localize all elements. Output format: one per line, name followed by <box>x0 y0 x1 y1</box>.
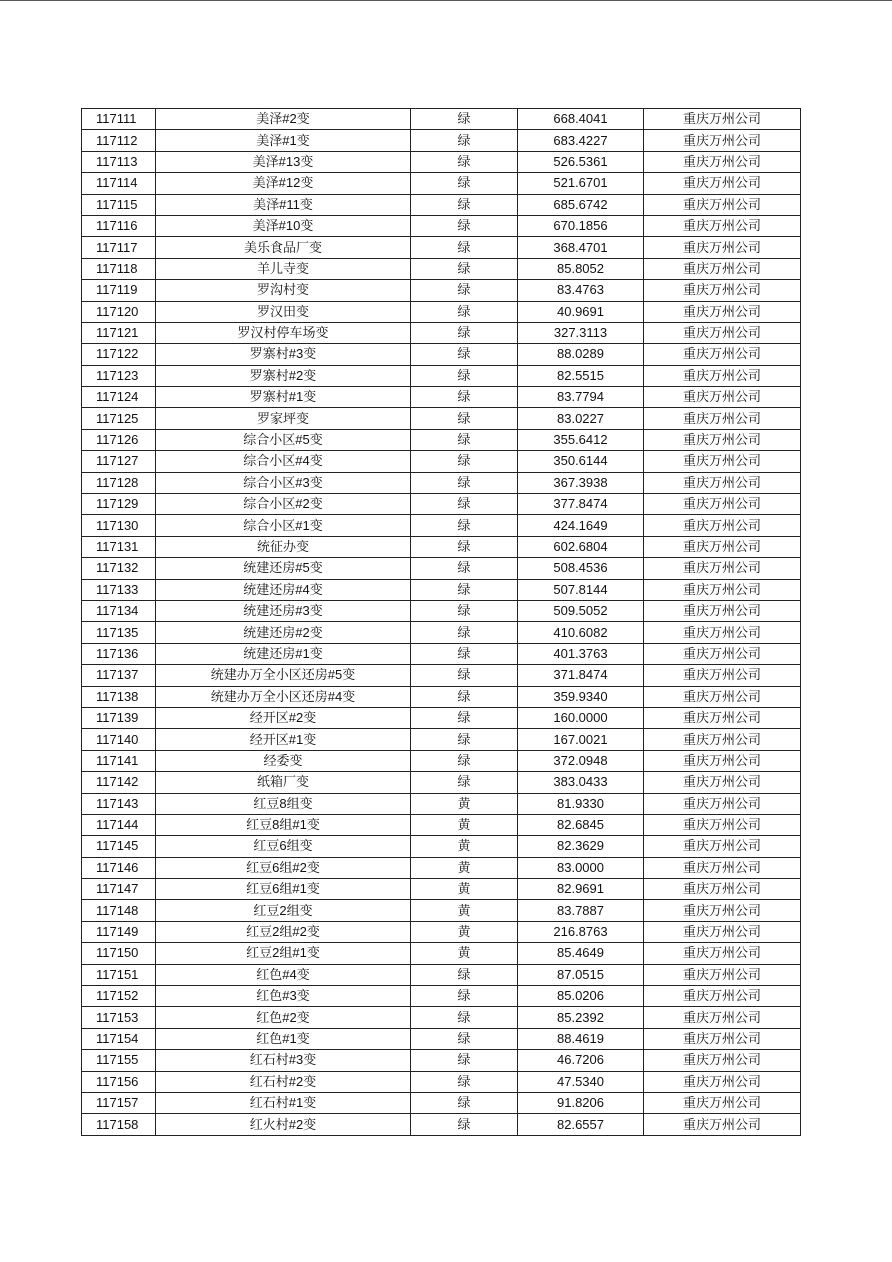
status-color-cell: 绿 <box>411 194 518 215</box>
company-cell: 重庆万州公司 <box>644 943 801 964</box>
company-cell: 重庆万州公司 <box>644 729 801 750</box>
row-id-cell: 117151 <box>82 964 156 985</box>
row-id-cell: 117134 <box>82 600 156 621</box>
value-cell: 383.0433 <box>518 772 644 793</box>
table-row <box>82 558 801 579</box>
table-row <box>82 1050 801 1071</box>
company-cell: 重庆万州公司 <box>644 686 801 707</box>
transformer-name-cell: 经委变 <box>156 750 411 771</box>
value-cell: 367.3938 <box>518 472 644 493</box>
status-color-cell: 绿 <box>411 536 518 557</box>
company-cell: 重庆万州公司 <box>644 857 801 878</box>
value-cell: 91.8206 <box>518 1092 644 1113</box>
transformer-name-cell: 红豆6组变 <box>156 836 411 857</box>
transformer-name-cell: 红色#4变 <box>156 964 411 985</box>
row-id-cell: 117125 <box>82 408 156 429</box>
status-color-cell: 黄 <box>411 793 518 814</box>
table-row <box>82 750 801 771</box>
row-id-cell: 117122 <box>82 344 156 365</box>
transformer-name-cell: 红豆2组变 <box>156 900 411 921</box>
value-cell: 83.7887 <box>518 900 644 921</box>
table-row <box>82 536 801 557</box>
company-cell: 重庆万州公司 <box>644 536 801 557</box>
status-color-cell: 绿 <box>411 130 518 151</box>
company-cell: 重庆万州公司 <box>644 1071 801 1092</box>
company-cell: 重庆万州公司 <box>644 836 801 857</box>
status-color-cell: 绿 <box>411 173 518 194</box>
company-cell: 重庆万州公司 <box>644 130 801 151</box>
table-row <box>82 1092 801 1113</box>
transformer-name-cell: 综合小区#3变 <box>156 472 411 493</box>
company-cell: 重庆万州公司 <box>644 301 801 322</box>
company-cell: 重庆万州公司 <box>644 900 801 921</box>
transformer-name-cell: 羊儿寺变 <box>156 258 411 279</box>
row-id-cell: 117116 <box>82 215 156 236</box>
company-cell: 重庆万州公司 <box>644 472 801 493</box>
row-id-cell: 117155 <box>82 1050 156 1071</box>
row-id-cell: 117154 <box>82 1028 156 1049</box>
row-id-cell: 117115 <box>82 194 156 215</box>
transformer-name-cell: 美泽#13变 <box>156 151 411 172</box>
transformer-name-cell: 美泽#2变 <box>156 109 411 130</box>
table-row <box>82 344 801 365</box>
row-id-cell: 117144 <box>82 814 156 835</box>
status-color-cell: 绿 <box>411 365 518 386</box>
status-color-cell: 绿 <box>411 665 518 686</box>
row-id-cell: 117156 <box>82 1071 156 1092</box>
table-row <box>82 793 801 814</box>
company-cell: 重庆万州公司 <box>644 429 801 450</box>
row-id-cell: 117139 <box>82 707 156 728</box>
status-color-cell: 黄 <box>411 814 518 835</box>
row-id-cell: 117136 <box>82 643 156 664</box>
table-row <box>82 194 801 215</box>
value-cell: 85.2392 <box>518 1007 644 1028</box>
row-id-cell: 117148 <box>82 900 156 921</box>
row-id-cell: 117130 <box>82 515 156 536</box>
table-row <box>82 879 801 900</box>
value-cell: 327.3113 <box>518 322 644 343</box>
transformer-name-cell: 红石村#1变 <box>156 1092 411 1113</box>
transformer-name-cell: 统征办变 <box>156 536 411 557</box>
company-cell: 重庆万州公司 <box>644 558 801 579</box>
row-id-cell: 117119 <box>82 280 156 301</box>
status-color-cell: 绿 <box>411 643 518 664</box>
row-id-cell: 117131 <box>82 536 156 557</box>
value-cell: 526.5361 <box>518 151 644 172</box>
company-cell: 重庆万州公司 <box>644 322 801 343</box>
status-color-cell: 绿 <box>411 622 518 643</box>
transformer-name-cell: 红豆2组#1变 <box>156 943 411 964</box>
transformer-name-cell: 罗汉田变 <box>156 301 411 322</box>
value-cell: 82.9691 <box>518 879 644 900</box>
value-cell: 359.9340 <box>518 686 644 707</box>
transformer-name-cell: 红豆6组#2变 <box>156 857 411 878</box>
table-row <box>82 836 801 857</box>
transformer-name-cell: 经开区#1变 <box>156 729 411 750</box>
table-row <box>82 772 801 793</box>
value-cell: 509.5052 <box>518 600 644 621</box>
value-cell: 668.4041 <box>518 109 644 130</box>
row-id-cell: 117133 <box>82 579 156 600</box>
status-color-cell: 绿 <box>411 964 518 985</box>
table-row <box>82 151 801 172</box>
transformer-name-cell: 红色#3变 <box>156 986 411 1007</box>
value-cell: 81.9330 <box>518 793 644 814</box>
status-color-cell: 绿 <box>411 1050 518 1071</box>
table-row <box>82 472 801 493</box>
table-row <box>82 173 801 194</box>
company-cell: 重庆万州公司 <box>644 579 801 600</box>
status-color-cell: 绿 <box>411 344 518 365</box>
value-cell: 88.4619 <box>518 1028 644 1049</box>
company-cell: 重庆万州公司 <box>644 1050 801 1071</box>
transformer-name-cell: 罗寨村#3变 <box>156 344 411 365</box>
transformer-name-cell: 罗家坪变 <box>156 408 411 429</box>
status-color-cell: 绿 <box>411 986 518 1007</box>
row-id-cell: 117152 <box>82 986 156 1007</box>
value-cell: 83.0000 <box>518 857 644 878</box>
company-cell: 重庆万州公司 <box>644 600 801 621</box>
value-cell: 350.6144 <box>518 451 644 472</box>
transformer-name-cell: 罗沟村变 <box>156 280 411 301</box>
table-row <box>82 280 801 301</box>
company-cell: 重庆万州公司 <box>644 1114 801 1135</box>
transformer-name-cell: 罗寨村#2变 <box>156 365 411 386</box>
transformer-name-cell: 综合小区#2变 <box>156 494 411 515</box>
status-color-cell: 绿 <box>411 429 518 450</box>
company-cell: 重庆万州公司 <box>644 494 801 515</box>
transformer-name-cell: 综合小区#5变 <box>156 429 411 450</box>
row-id-cell: 117138 <box>82 686 156 707</box>
row-id-cell: 117111 <box>82 109 156 130</box>
transformer-name-cell: 红色#1变 <box>156 1028 411 1049</box>
status-color-cell: 绿 <box>411 750 518 771</box>
status-color-cell: 绿 <box>411 472 518 493</box>
company-cell: 重庆万州公司 <box>644 879 801 900</box>
status-color-cell: 绿 <box>411 729 518 750</box>
transformer-name-cell: 红豆8组变 <box>156 793 411 814</box>
table-row <box>82 1028 801 1049</box>
company-cell: 重庆万州公司 <box>644 1007 801 1028</box>
company-cell: 重庆万州公司 <box>644 237 801 258</box>
table-row <box>82 622 801 643</box>
value-cell: 46.7206 <box>518 1050 644 1071</box>
row-id-cell: 117113 <box>82 151 156 172</box>
row-id-cell: 117147 <box>82 879 156 900</box>
transformer-name-cell: 统建办万全小区还房#4变 <box>156 686 411 707</box>
status-color-cell: 黄 <box>411 857 518 878</box>
status-color-cell: 黄 <box>411 879 518 900</box>
transformer-name-cell: 罗寨村#1变 <box>156 387 411 408</box>
value-cell: 40.9691 <box>518 301 644 322</box>
value-cell: 160.0000 <box>518 707 644 728</box>
row-id-cell: 117150 <box>82 943 156 964</box>
table-row <box>82 130 801 151</box>
transformer-name-cell: 统建还房#5变 <box>156 558 411 579</box>
table-row <box>82 857 801 878</box>
company-cell: 重庆万州公司 <box>644 451 801 472</box>
transformer-name-cell: 美泽#10变 <box>156 215 411 236</box>
company-cell: 重庆万州公司 <box>644 814 801 835</box>
status-color-cell: 绿 <box>411 387 518 408</box>
value-cell: 83.7794 <box>518 387 644 408</box>
value-cell: 372.0948 <box>518 750 644 771</box>
status-color-cell: 黄 <box>411 921 518 942</box>
transformer-name-cell: 红色#2变 <box>156 1007 411 1028</box>
transformer-name-cell: 统建还房#2变 <box>156 622 411 643</box>
value-cell: 507.8144 <box>518 579 644 600</box>
transformer-name-cell: 综合小区#4变 <box>156 451 411 472</box>
table-row <box>82 964 801 985</box>
row-id-cell: 117118 <box>82 258 156 279</box>
transformer-name-cell: 罗汉村停车场变 <box>156 322 411 343</box>
value-cell: 82.6845 <box>518 814 644 835</box>
table-row <box>82 943 801 964</box>
value-cell: 670.1856 <box>518 215 644 236</box>
company-cell: 重庆万州公司 <box>644 964 801 985</box>
row-id-cell: 117120 <box>82 301 156 322</box>
table-row <box>82 215 801 236</box>
transformer-name-cell: 统建还房#4变 <box>156 579 411 600</box>
company-cell: 重庆万州公司 <box>644 151 801 172</box>
value-cell: 216.8763 <box>518 921 644 942</box>
row-id-cell: 117128 <box>82 472 156 493</box>
table-row <box>82 1114 801 1135</box>
status-color-cell: 黄 <box>411 836 518 857</box>
company-cell: 重庆万州公司 <box>644 215 801 236</box>
table-row <box>82 643 801 664</box>
transformer-name-cell: 红石村#2变 <box>156 1071 411 1092</box>
transformer-name-cell: 红火村#2变 <box>156 1114 411 1135</box>
status-color-cell: 绿 <box>411 451 518 472</box>
row-id-cell: 117141 <box>82 750 156 771</box>
status-color-cell: 绿 <box>411 1092 518 1113</box>
table-row <box>82 322 801 343</box>
company-cell: 重庆万州公司 <box>644 793 801 814</box>
table-row <box>82 921 801 942</box>
company-cell: 重庆万州公司 <box>644 194 801 215</box>
row-id-cell: 117129 <box>82 494 156 515</box>
company-cell: 重庆万州公司 <box>644 707 801 728</box>
status-color-cell: 绿 <box>411 258 518 279</box>
row-id-cell: 117158 <box>82 1114 156 1135</box>
transformer-name-cell: 红豆2组#2变 <box>156 921 411 942</box>
status-color-cell: 绿 <box>411 280 518 301</box>
table-row <box>82 109 801 130</box>
row-id-cell: 117114 <box>82 173 156 194</box>
company-cell: 重庆万州公司 <box>644 1028 801 1049</box>
table-row <box>82 258 801 279</box>
row-id-cell: 117135 <box>82 622 156 643</box>
company-cell: 重庆万州公司 <box>644 1092 801 1113</box>
table-row <box>82 600 801 621</box>
value-cell: 401.3763 <box>518 643 644 664</box>
table-row <box>82 301 801 322</box>
table-row <box>82 1007 801 1028</box>
table-row <box>82 515 801 536</box>
company-cell: 重庆万州公司 <box>644 280 801 301</box>
table-row <box>82 365 801 386</box>
status-color-cell: 绿 <box>411 515 518 536</box>
value-cell: 167.0021 <box>518 729 644 750</box>
table-row <box>82 451 801 472</box>
value-cell: 355.6412 <box>518 429 644 450</box>
row-id-cell: 117132 <box>82 558 156 579</box>
transformer-name-cell: 美泽#12变 <box>156 173 411 194</box>
value-cell: 368.4701 <box>518 237 644 258</box>
row-id-cell: 117140 <box>82 729 156 750</box>
row-id-cell: 117137 <box>82 665 156 686</box>
status-color-cell: 绿 <box>411 686 518 707</box>
transformer-table <box>81 108 801 1136</box>
value-cell: 410.6082 <box>518 622 644 643</box>
value-cell: 85.0206 <box>518 986 644 1007</box>
table-row <box>82 1071 801 1092</box>
value-cell: 508.4536 <box>518 558 644 579</box>
company-cell: 重庆万州公司 <box>644 408 801 429</box>
row-id-cell: 117142 <box>82 772 156 793</box>
table-row <box>82 900 801 921</box>
value-cell: 685.6742 <box>518 194 644 215</box>
status-color-cell: 绿 <box>411 1007 518 1028</box>
company-cell: 重庆万州公司 <box>644 515 801 536</box>
company-cell: 重庆万州公司 <box>644 344 801 365</box>
value-cell: 82.3629 <box>518 836 644 857</box>
status-color-cell: 绿 <box>411 579 518 600</box>
value-cell: 83.4763 <box>518 280 644 301</box>
row-id-cell: 117146 <box>82 857 156 878</box>
value-cell: 85.8052 <box>518 258 644 279</box>
status-color-cell: 绿 <box>411 1114 518 1135</box>
table-body <box>82 109 801 1136</box>
row-id-cell: 117157 <box>82 1092 156 1113</box>
status-color-cell: 绿 <box>411 772 518 793</box>
transformer-name-cell: 红豆8组#1变 <box>156 814 411 835</box>
company-cell: 重庆万州公司 <box>644 109 801 130</box>
row-id-cell: 117123 <box>82 365 156 386</box>
value-cell: 521.6701 <box>518 173 644 194</box>
transformer-name-cell: 综合小区#1变 <box>156 515 411 536</box>
value-cell: 87.0515 <box>518 964 644 985</box>
row-id-cell: 117112 <box>82 130 156 151</box>
table-row <box>82 429 801 450</box>
company-cell: 重庆万州公司 <box>644 258 801 279</box>
status-color-cell: 黄 <box>411 900 518 921</box>
value-cell: 424.1649 <box>518 515 644 536</box>
company-cell: 重庆万州公司 <box>644 750 801 771</box>
status-color-cell: 绿 <box>411 600 518 621</box>
table-row <box>82 408 801 429</box>
transformer-name-cell: 红豆6组#1变 <box>156 879 411 900</box>
status-color-cell: 绿 <box>411 408 518 429</box>
row-id-cell: 117117 <box>82 237 156 258</box>
transformer-name-cell: 美泽#11变 <box>156 194 411 215</box>
company-cell: 重庆万州公司 <box>644 665 801 686</box>
status-color-cell: 绿 <box>411 494 518 515</box>
row-id-cell: 117153 <box>82 1007 156 1028</box>
transformer-name-cell: 红石村#3变 <box>156 1050 411 1071</box>
table-row <box>82 579 801 600</box>
value-cell: 683.4227 <box>518 130 644 151</box>
transformer-name-cell: 统建还房#3变 <box>156 600 411 621</box>
row-id-cell: 117149 <box>82 921 156 942</box>
company-cell: 重庆万州公司 <box>644 365 801 386</box>
value-cell: 85.4649 <box>518 943 644 964</box>
row-id-cell: 117143 <box>82 793 156 814</box>
company-cell: 重庆万州公司 <box>644 772 801 793</box>
status-color-cell: 绿 <box>411 558 518 579</box>
table-row <box>82 814 801 835</box>
status-color-cell: 绿 <box>411 301 518 322</box>
table-row <box>82 986 801 1007</box>
row-id-cell: 117124 <box>82 387 156 408</box>
value-cell: 83.0227 <box>518 408 644 429</box>
status-color-cell: 绿 <box>411 707 518 728</box>
company-cell: 重庆万州公司 <box>644 387 801 408</box>
company-cell: 重庆万州公司 <box>644 986 801 1007</box>
value-cell: 82.5515 <box>518 365 644 386</box>
status-color-cell: 黄 <box>411 943 518 964</box>
status-color-cell: 绿 <box>411 109 518 130</box>
company-cell: 重庆万州公司 <box>644 643 801 664</box>
status-color-cell: 绿 <box>411 322 518 343</box>
status-color-cell: 绿 <box>411 1028 518 1049</box>
value-cell: 47.5340 <box>518 1071 644 1092</box>
company-cell: 重庆万州公司 <box>644 921 801 942</box>
transformer-name-cell: 统建办万全小区还房#5变 <box>156 665 411 686</box>
transformer-name-cell: 纸箱厂变 <box>156 772 411 793</box>
row-id-cell: 117145 <box>82 836 156 857</box>
status-color-cell: 绿 <box>411 1071 518 1092</box>
page-top-border <box>0 0 892 1</box>
value-cell: 82.6557 <box>518 1114 644 1135</box>
transformer-name-cell: 美乐食品厂变 <box>156 237 411 258</box>
company-cell: 重庆万州公司 <box>644 173 801 194</box>
company-cell: 重庆万州公司 <box>644 622 801 643</box>
value-cell: 88.0289 <box>518 344 644 365</box>
transformer-name-cell: 经开区#2变 <box>156 707 411 728</box>
status-color-cell: 绿 <box>411 215 518 236</box>
value-cell: 371.8474 <box>518 665 644 686</box>
status-color-cell: 绿 <box>411 151 518 172</box>
row-id-cell: 117121 <box>82 322 156 343</box>
table-row <box>82 729 801 750</box>
value-cell: 602.6804 <box>518 536 644 557</box>
transformer-name-cell: 统建还房#1变 <box>156 643 411 664</box>
table-row <box>82 707 801 728</box>
table-row <box>82 494 801 515</box>
table-row <box>82 686 801 707</box>
table-row <box>82 387 801 408</box>
row-id-cell: 117127 <box>82 451 156 472</box>
value-cell: 377.8474 <box>518 494 644 515</box>
transformer-name-cell: 美泽#1变 <box>156 130 411 151</box>
status-color-cell: 绿 <box>411 237 518 258</box>
table-row <box>82 665 801 686</box>
row-id-cell: 117126 <box>82 429 156 450</box>
table-row <box>82 237 801 258</box>
